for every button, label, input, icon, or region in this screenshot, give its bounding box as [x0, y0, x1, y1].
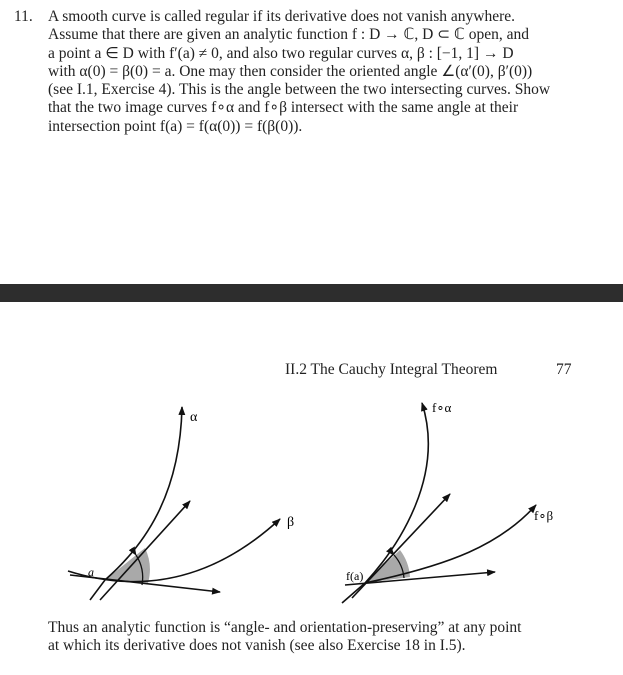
exercise-line: (see I.1, Exercise 4). This is the angle between the two intersecting curves. Show	[48, 81, 551, 99]
left-diagram	[68, 407, 294, 600]
angle-preservation-figure	[60, 395, 590, 610]
page-number: 77	[556, 361, 572, 378]
right-beta-label: f∘β	[534, 508, 554, 523]
figure-caption	[48, 619, 574, 656]
left-curve-beta	[68, 519, 280, 582]
exercise-line: Assume that there are given an analytic function f : D → ℂ, D ⊂ ℂ open, and	[48, 26, 529, 44]
right-tangent-beta	[345, 572, 495, 585]
exercise-line: that the two image curves f∘α and f∘β intersect with the same angle at their	[48, 99, 519, 117]
exercise-line: a point a ∈ D with f′(a) ≠ 0, and also two regular curves α, β : [−1, 1] → D	[48, 44, 514, 62]
left-point-label: a	[88, 565, 94, 579]
exercise-text	[48, 8, 614, 136]
caption-line: at which its derivative does not vanish (see also Exercise 18 in I.5).	[48, 637, 466, 655]
exercise-line: intersection point f(a) = f(α(0)) = f(β(0)).	[48, 117, 303, 135]
caption-line: Thus an analytic function is “angle- and orientation-preserving” at any point	[48, 619, 522, 636]
left-alpha-label: α	[190, 410, 198, 425]
right-alpha-label: f∘α	[432, 400, 452, 415]
exercise-line: A smooth curve is called regular if its derivative does not vanish anywhere.	[48, 8, 516, 25]
exercise-line: with α(0) = β(0) = a. One may then consider the oriented angle ∠(α′(0), β′(0))	[48, 62, 533, 80]
running-title: II.2 The Cauchy Integral Theorem	[285, 361, 498, 378]
exercise-number: 11.	[14, 8, 33, 25]
right-point-label: f(a)	[346, 569, 364, 583]
page-divider	[0, 284, 623, 302]
right-diagram	[342, 400, 553, 603]
right-curve-alpha-tail	[342, 583, 365, 603]
left-tangent-alpha	[100, 501, 190, 600]
left-beta-label: β	[287, 515, 295, 530]
exercise-11	[14, 8, 614, 136]
